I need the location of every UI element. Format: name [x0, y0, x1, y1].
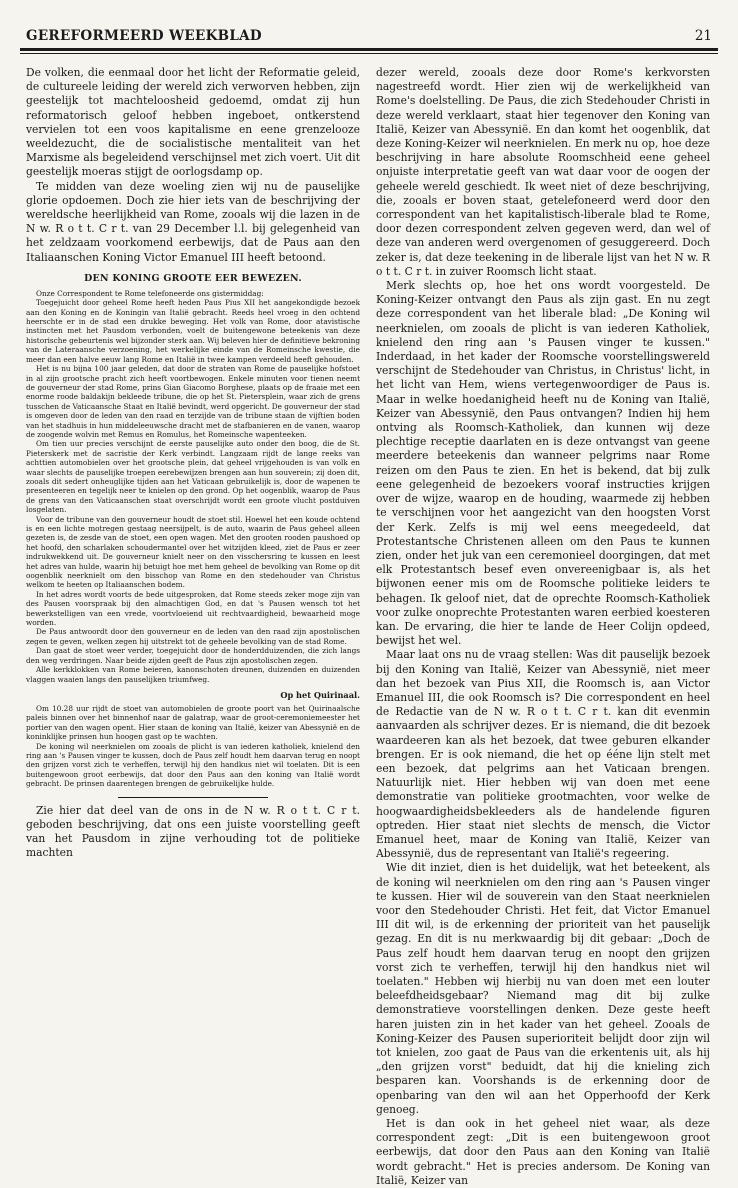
right-column: [376, 66, 710, 1188]
quoted-paragraph: In het adres wordt voorts de bede uitgesproken, dat Rome steeds zeker moge zijn van des Pausen voorspraak bij den almachtigen God, en dat 's Pausen wensch tot het bewerkstelligen van een vrede, voortvloeiend uit rechtvaardigheid, bewaarheid moge worden.: [26, 589, 360, 628]
article-heading: DEN KONING GROOTE EER BEWEZEN.: [84, 272, 302, 284]
quoted-paragraph: Om tien uur precies verschijnt de eerste pauselijke auto onder den boog, die de St. Pieterskerk met de sacristie der Kerk verbindt. Langzaam rijdt de lange reeks van achttien automobielen over het grootsche plein, dat geheel vrijgehouden is van volk en waar slechts de pauselijke troepen eerebewijzen brengen aan hun souverein; zij doen dit, zooals dit sedert onheuglijke tijden aan het Vaticaan gebruikelijk is, door de wapenen te presenteeren en tegelijk neer te knielen op den grond. Op het oogenblik, waarop de Paus de grens van den Vaticaanschen staat overschrijdt wordt een groote vlucht postduiven losgelaten.: [26, 439, 360, 515]
quoted-paragraph: Alle kerkklokken van Rome beieren, kanonschoten dreunen, duizenden en duizenden vlaggen waaien langs den pauselijken triumfweg.: [26, 665, 360, 684]
quoted-paragraph: Voor de tribune van den gouverneur houdt de stoet stil. Hoewel het een koude ochtend is en een lichte motregen gestaag neersijpelt, is de auto, waarin de Paus geheel alleen gezeten is, de zesde van de stoet, een open wagen. Met den grooten rooden paushoed op het hoofd, den scharlaken schoudermantel over het witzijden kleed, ziet de Paus er zeer indrukwekkend uit. De gouverneur knielt neer on den visschersring te kussen en leest het adres van hulde, waarin hij betuigt hoe met hem geheel de bevolking van Rome op dit oogenblik neerknielt om den bisschop van Rome en den stedehouder van Christus welkom te heeten op Italiaanschen bodem.: [26, 514, 360, 590]
section-subheading: Op het Quirinaal.: [280, 689, 360, 700]
paragraph: Wie dit inziet, dien is het duidelijk, wat het beteekent, als de koning wil neerknielen om den ring aan 's Pausen vinger te kussen. Hier wil de souverein van den Staat neerknielen voor den Stedehouder Christi. Het feit, dat Victor Emanuel III dit wil, is de erkenning der prioriteit van het pauselijk gezag. En dit is nu merkwaardig bij dit gebaar: „Doch de Paus zelf houdt hem daarvan terug en noopt den grijzen vorst zich te verheffen, terwijl hij den handkus niet wil toelaten." Hebben wij hierbij nu van doen met een louter beleefdheidsgebaar? Niemand mag dit bij zulke demonstratieve voorstellingen denken. Deze geste heeft haren juisten zin in het kader van het geheel. Zooals de Koning-Keizer des Pausen superioriteit belijdt door zijn wil tot knielen, zoo gaat de Paus van die erkentenis uit, als hij „den grijzen vorst" beduidt, dat hij die knieling zich besparen kan. Voorshands is de erkenning door de openbaring van den wil aan het Opperhoofd der Kerk genoeg.: [376, 861, 710, 1116]
quoted-paragraph: Het is nu bijna 100 jaar geleden, dat door de straten van Rome de pauselijke hofstoet in al zijn grootsche pracht zich heeft voortbewogen. Enkele minuten voor tienen neemt de gouverneur der stad Rome, prins Gian Giacomo Borghese, plaats op de fraaie met een enorme roode baldakijn bekleede tribune, die op het St. Pietersplein, waar zich de grens tusschen de Vaticaansche Staat en Italië bevindt, werd opgericht. De gouverneur der stad is omgeven door de leden van den raad en terzijde van de tribune staan de vijftien boden van het stadhuis in hun middeleeuwsche dracht met de stafbanieren en de vanen, waarop de zoogende wolvin met Remus en Romulus, het Romeinsche wapenteeken.: [26, 364, 360, 439]
header-rule-thin: [20, 53, 718, 54]
page-header: [20, 28, 718, 48]
paragraph: Merk slechts op, hoe het ons wordt voorgesteld. De Koning-Keizer ontvangt den Paus als zijn gast. En nu zegt deze correspondent van het liberale blad: „De Koning wil neerknielen, om zooals de plicht is van iederen Katholiek, knielend den ring aan 's Pausen vinger te kussen." Inderdaad, in het kader der Roomsche voorstellingswereld verschijnt de Stedehouder van Christus, in Christus' licht, in het licht van Hem, wiens vertegenwoordiger de Paus is. Maar in welke hoedanigheid heeft nu de Koning van Italië, Keizer van Abessynië, den Paus ontvangen? Indien hij hem ontving als Roomsch-Katholiek, dan kunnen wij deze plechtige receptie daarlaten en is deze ontvangst van geene meerdere beteekenis dan wanneer pelgrims naar Rome reizen om den Paus te zien. En het is bekend, dat bij zulk eene gelegenheid de bezoekers vooraf instructies krijgen over de wijze, waarop en de houding, waarmede zij hebben te verschijnen voor het aangezicht van den hoogsten Vorst der Kerk. Zelfs is mij wel eens meegedeeld, dat Protestantsche Christenen alleen om den Paus te kunnen zien, onder het juk van een ceremonieel doorgingen, dat met elk Protestantsch besef even onvereenigbaar is, als het bijwonen eener mis om de Roomsche politieke leiders te behagen. Ik geloof niet, dat de oprechte Roomsch-Katholiek voor zulke onoprechte Protestanten waren eerbied koesteren kan. De ervaring, die hier te lande de Heer Colijn opdeed, bewijst het wel.: [376, 279, 710, 648]
paragraph: De volken, die eenmaal door het licht der Reformatie geleid, de cultureele leiding der wereld zich verworven hebben, zijn geestelijk tot machteloosheid gedoemd, omdat zij hun reformatorisch geloof hebben ingeboet, ontkerstend vervielen tot een voos kapitalisme en eene grenzelooze weeldezucht, die de socialistische mentaliteit van het Marxisme als begeleidend verschijnsel met zich voert. Uit dit geestelijk moeras stijgt de oorlogsdamp op.: [26, 66, 360, 179]
page-number: 21: [694, 28, 712, 44]
two-column-body: [20, 66, 718, 1188]
paragraph: Te midden van deze woeling zien wij nu de pauselijke glorie opdoemen. Doch zie hier iets van de beschrijving der wereldsche heerlijkheid van Rome, zooals wij die lazen in de N w. R o t t. C r t. van 29 December l.l. bij gelegenheid van het zeldzaam voorkomend eerbewijs, dat de Paus aan den Italiaanschen Koning Victor Emanuel III heeft betoond.: [26, 179, 360, 264]
quoted-paragraph: Om 10.28 uur rijdt de stoet van automobielen de groote poort van het Quirinaalsche paleis binnen over het binnenhof naar de galatrap, waar de groot-ceremoniemeester het portier van den wagen opent. Hier staan de koning van Italië, keizer van Abessynië en de koninklijke prinsen hun hoogen gast op te wachten.: [26, 703, 360, 742]
left-column: [26, 66, 360, 1188]
quote-end-rule: [118, 797, 268, 798]
paragraph: Het is dan ook in het geheel niet waar, als deze correspondent zegt: „Dit is een buitengewoon groot eerbewijs, dat door den Paus aan den Koning van Italië wordt gebracht." Het is precies andersom. De Koning van Italië, Keizer van: [376, 1117, 710, 1187]
quoted-paragraph: Dan gaat de stoet weer verder, toegejuicht door de honderdduizenden, die zich langs den weg verdringen. Naar beide zijden geeft de Paus zijn apostolischen zegen.: [26, 646, 360, 665]
header-rule-thick: [20, 48, 718, 51]
quoted-paragraph: Toegejuicht door geheel Rome heeft heden Paus Pius XII het aangekondigde bezoek aan den Koning en de Koningin van Italië gebracht. Reeds heel vroeg in den ochtend heerschte er in de stad een drukke beweging. Het volk van Rome, door atavistische instincten met het Pausdom verbonden, voelt de buitengewone beteekenis van deze historische gebeurtenis wel bijzonder sterk aan. Wij beleven hier de definitieve bekroning van de Lateraansche verzoening, het werkelijke einde van de Romeinsche kwestie, die meer dan een halve eeuw lang Rome en Italië in twee kampen verdeeld heeft gehouden.: [26, 298, 360, 364]
publication-title: GEREFORMEERD WEEKBLAD: [26, 28, 262, 44]
quoted-paragraph: Onze Correspondent te Rome telefoneerde ons gistermiddag:: [36, 288, 264, 298]
paragraph: Zie hier dat deel van de ons in de N w. R o t t. C r t. geboden beschrijving, dat ons een juiste voorstelling geeft van het Pausdom in zijne verhouding tot de politieke machten: [26, 803, 360, 860]
paragraph: Maar laat ons nu de vraag stellen: Was dit pauselijk bezoek bij den Koning van Italië, Keizer van Abessynië, niet meer dan het bezoek van Pius XII, die Roomsch is, aan Victor Emanuel III, die ook Roomsch is? Die correspondent en heel de Redactie van de N w. R o t t. C r t. kan dit evenmin aanvaarden als schrijver dezes. Er is niemand, die dit bezoek waardeeren kan als het bezoek, dat twee geburen elkander brengen. Er is ook niemand, die het op ééne lijn stelt met een bezoek, dat pelgrims aan het Vaticaan brengen. Natuurlijk niet. Hier hebben wij van doen met eene demonstratie van politieke grootmachten, voor welke de hoogwaardigheidsbekleeders als de handelende figuren optreden. Hier staat niet slechts de mensch, die Victor Emanuel heet, maar de Koning van Italië, Keizer van Abessynië, dus de representant van Italië's regeering.: [376, 648, 710, 861]
paragraph: dezer wereld, zooals deze door Rome's kerkvorsten nagestreefd wordt. Hier zien wij de werkelijkheid van Rome's doelstelling. De Paus, die zich Stedehouder Christi in deze wereld verklaart, staat hier tegenover den Koning van Italië, Keizer van Abessynië. En dan komt het oogenblik, dat deze Koning-Keizer wil neerknielen. En merk nu op, hoe deze beschrijving in hare absolute Roomschheid eene geheel onjuiste interpretatie geeft van wat daar voor de oogen der geheele wereld geschiedt. Ik weet niet of deze beschrijving, die, zooals er boven staat, getelefoneerd werd door den correspondent van het kapitalistisch-liberale blad te Rome, door dezen correspondent zelven gegeven werd, dan wel of deze van anderen werd overgenomen of gesuggereerd. Doch zeker is, dat deze teekening in de liberale lijst van het N w. R o t t. C r t. in zuiver Roomsch licht staat.: [376, 66, 710, 278]
quoted-paragraph: De Paus antwoordt door den gouverneur en de leden van den raad zijn apostolischen zegen te geven, welken zegen hij uitstrekt tot de geheele bevolking van de stad Rome.: [26, 627, 360, 646]
quoted-paragraph: De koning wil neerknielen om zooals de plicht is van iederen katholiek, knielend den ring aan 's Pausen vinger te kussen, doch de Paus zelf houdt hem daarvan terug en noopt den grijzen vorst zich te verheffen, terwijl hij den handkus niet wil toelaten. Dit is een buitengewoon groot eerbewijs, dat door den Paus aan den koning van Italië wordt gebracht. De prinsen daarentegen brengen de gebruikelijke hulde.: [26, 741, 360, 789]
